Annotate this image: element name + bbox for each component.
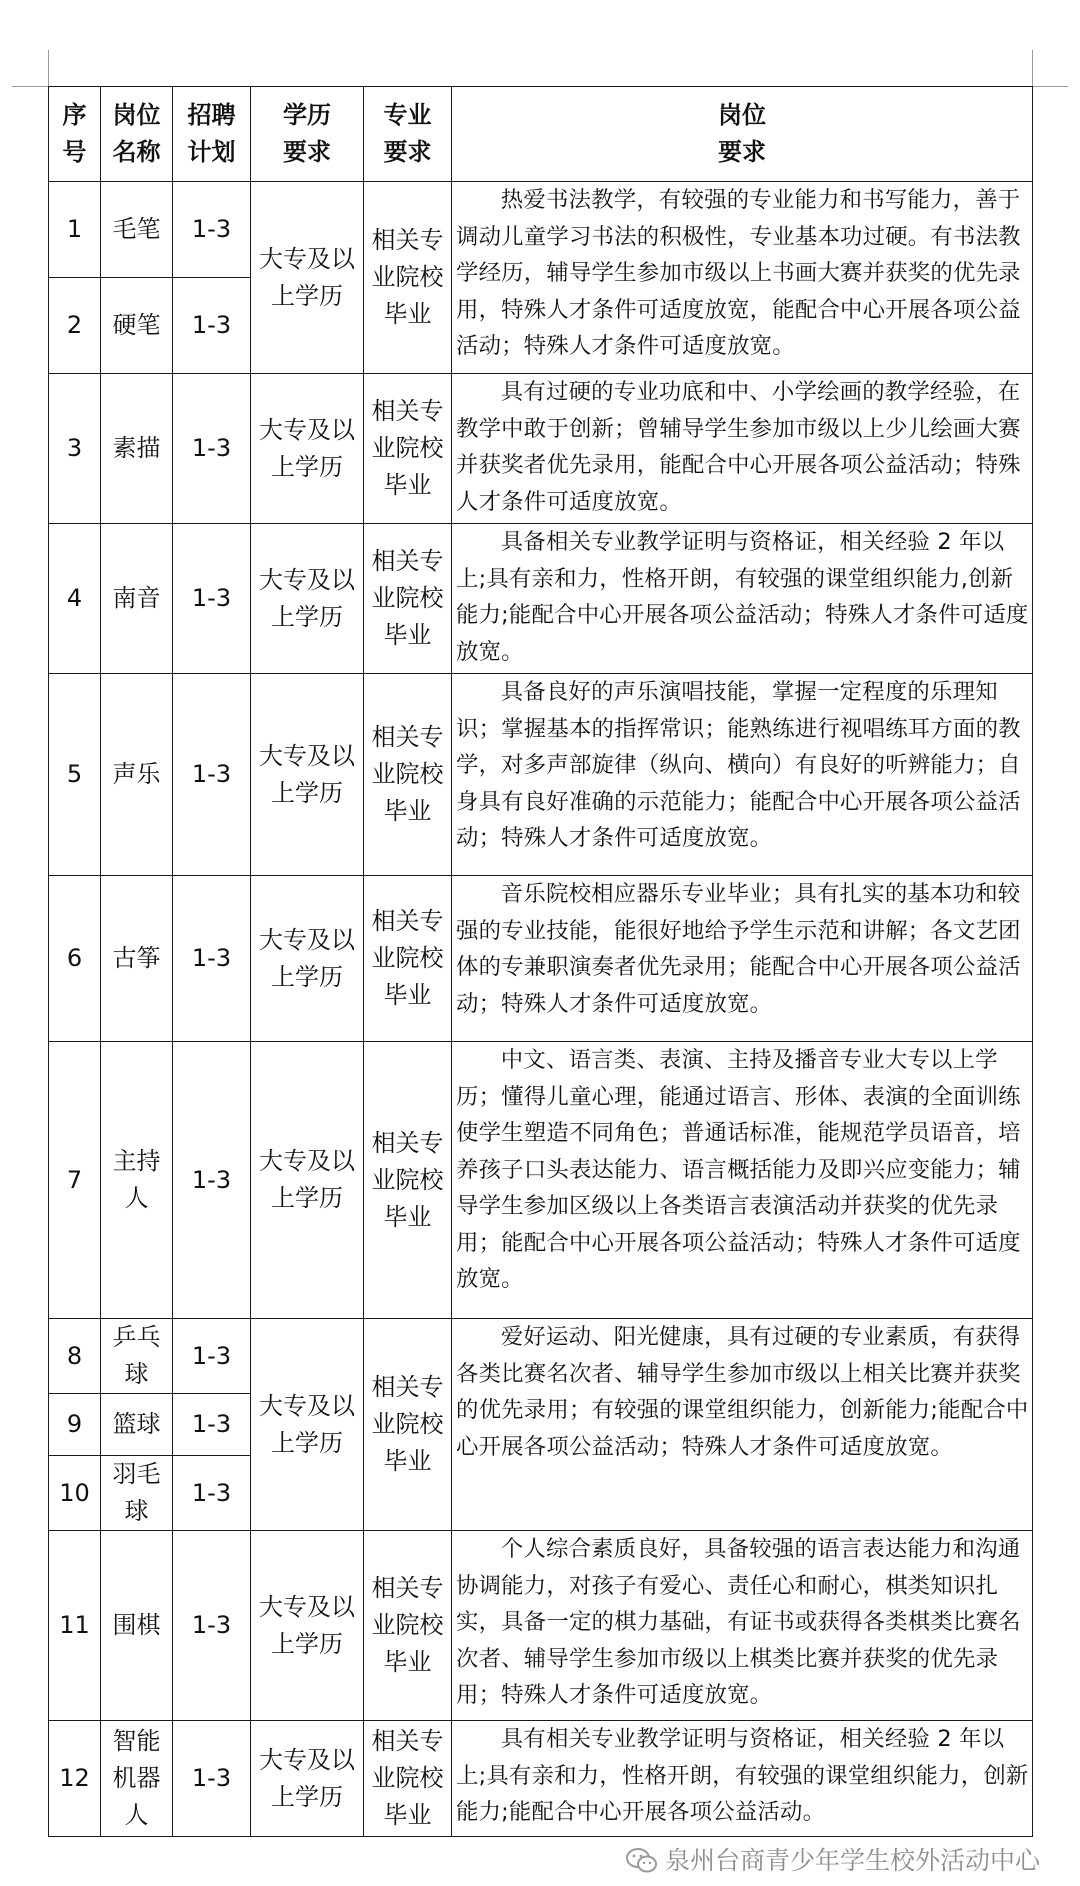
requirements-text: 具有过硬的专业功底和中、小学绘画的教学经验，在教学中敢于创新；曾辅导学生参加市级以上少儿绘画大赛并获奖者优先录用，能配合中心开展各项公益活动；特殊人才条件可适度放宽。 (456, 379, 1021, 515)
row-seq: 4 (49, 524, 101, 674)
row-education: 大专及以 上学历 (251, 374, 364, 524)
row-major: 相关专 业院校 毕业 (364, 1319, 452, 1531)
wechat-account-watermark (625, 1846, 1040, 1876)
row-major: 相关专 业院校 毕业 (364, 182, 452, 374)
row-seq: 7 (49, 1042, 101, 1319)
row-requirements (452, 1319, 1033, 1531)
row-plan: 1-3 (173, 1721, 251, 1837)
row-plan: 1-3 (173, 1531, 251, 1721)
recruitment-table (48, 86, 1033, 1837)
row-post-name: 智能 机器人 (101, 1721, 173, 1837)
table-row (49, 524, 1033, 674)
row-major: 相关专 业院校 毕业 (364, 876, 452, 1042)
row-requirements (452, 1721, 1033, 1837)
row-seq: 2 (49, 278, 101, 374)
row-requirements (452, 1042, 1033, 1319)
header-requirements: 岗位 要求 (452, 87, 1033, 182)
requirements-text: 热爱书法教学，有较强的专业能力和书写能力，善于调动儿童学习书法的积极性，专业基本功过硬。有书法教学经历，辅导学生参加市级以上书画大赛并获奖的优先录用，特殊人才条件可适度放宽，能配合中心开展各项公益活动；特殊人才条件可适度放宽。 (456, 187, 1021, 359)
requirements-text: 具备相关专业教学证明与资格证，相关经验 2 年以上;具有亲和力，性格开朗，有较强的课堂组织能力,创新能力;能配合中心开展各项公益活动；特殊人才条件可适度放宽。 (456, 529, 1029, 665)
row-education: 大专及以 上学历 (251, 524, 364, 674)
table-row (49, 1319, 1033, 1394)
row-plan: 1-3 (173, 374, 251, 524)
requirements-text: 爱好运动、阳光健康，具有过硬的专业素质，有获得各类比赛名次者、辅导学生参加市级以上相关比赛并获奖的优先录用；有较强的课堂组织能力，创新能力;能配合中心开展各项公益活动；特殊人才条件可适度放宽。 (456, 1324, 1029, 1460)
row-requirements (452, 674, 1033, 876)
header-seq: 序 号 (49, 87, 101, 182)
table-row (49, 876, 1033, 1042)
row-major: 相关专 业院校 毕业 (364, 674, 452, 876)
header-education: 学历 要求 (251, 87, 364, 182)
margin-guide-top (12, 86, 48, 87)
requirements-text: 中文、语言类、表演、主持及播音专业大专以上学历；懂得儿童心理，能通过语言、形体、表演的全面训练使学生塑造不同角色；普通话标准，能规范学员语音，培养孩子口头表达能力、语言概括能力及即兴应变能力；辅导学生参加区级以上各类语言表演活动并获奖的优先录用；能配合中心开展各项公益活动；特殊人才条件可适度放宽。 (456, 1047, 1021, 1292)
row-major: 相关专 业院校 毕业 (364, 524, 452, 674)
row-major: 相关专 业院校 毕业 (364, 1531, 452, 1721)
table-row (49, 1721, 1033, 1837)
row-requirements (452, 524, 1033, 674)
account-name: 泉州台商青少年学生校外活动中心 (664, 1846, 1040, 1875)
requirements-text: 具有相关专业教学证明与资格证，相关经验 2 年以上;具有亲和力，性格开朗，有较强的课堂组织能力，创新能力;能配合中心开展各项公益活动。 (456, 1726, 1029, 1825)
requirements-text: 个人综合素质良好，具备较强的语言表达能力和沟通协调能力，对孩子有爱心、责任心和耐心，棋类知识扎实，具备一定的棋力基础，有证书或获得各类棋类比赛名次者、辅导学生参加市级以上棋类比赛并获奖的优先录用；特殊人才条件可适度放宽。 (456, 1536, 1021, 1708)
row-post-name: 素描 (101, 374, 173, 524)
row-plan: 1-3 (173, 1042, 251, 1319)
row-post-name: 羽毛球 (101, 1456, 173, 1531)
header-plan: 招聘 计划 (173, 87, 251, 182)
row-plan: 1-3 (173, 1456, 251, 1531)
row-seq: 5 (49, 674, 101, 876)
row-education: 大专及以 上学历 (251, 1319, 364, 1531)
row-post-name: 古筝 (101, 876, 173, 1042)
row-seq: 12 (49, 1721, 101, 1837)
row-requirements (452, 374, 1033, 524)
row-requirements (452, 182, 1033, 374)
row-post-name: 围棋 (101, 1531, 173, 1721)
table-row (49, 1531, 1033, 1721)
requirements-text: 具备良好的声乐演唱技能，掌握一定程度的乐理知识；掌握基本的指挥常识；能熟练进行视唱练耳方面的教学，对多声部旋律（纵向、横向）有良好的听辨能力；自身具有良好准确的示范能力；能配合中心开展各项公益活动；特殊人才条件可适度放宽。 (456, 679, 1021, 851)
row-post-name: 主持人 (101, 1042, 173, 1319)
row-seq: 8 (49, 1319, 101, 1394)
row-plan: 1-3 (173, 674, 251, 876)
table-row (49, 1042, 1033, 1319)
row-post-name: 声乐 (101, 674, 173, 876)
row-major: 相关专 业院校 毕业 (364, 1721, 452, 1837)
requirements-text: 音乐院校相应器乐专业毕业；具有扎实的基本功和较强的专业技能，能很好地给予学生示范和讲解；各文艺团体的专兼职演奏者优先录用；能配合中心开展各项公益活动；特殊人才条件可适度放宽。 (456, 881, 1021, 1017)
row-major: 相关专 业院校 毕业 (364, 1042, 452, 1319)
row-seq: 10 (49, 1456, 101, 1531)
margin-guide-top-right (1032, 86, 1068, 87)
row-education: 大专及以 上学历 (251, 1721, 364, 1837)
row-requirements (452, 1531, 1033, 1721)
row-requirements (452, 876, 1033, 1042)
row-education: 大专及以 上学历 (251, 876, 364, 1042)
row-plan: 1-3 (173, 524, 251, 674)
row-plan: 1-3 (173, 1319, 251, 1394)
table-row (49, 182, 1033, 278)
table-row (49, 374, 1033, 524)
row-education: 大专及以 上学历 (251, 1042, 364, 1319)
row-post-name: 硬笔 (101, 278, 173, 374)
row-plan: 1-3 (173, 278, 251, 374)
row-education: 大专及以 上学历 (251, 182, 364, 374)
row-post-name: 乒乓球 (101, 1319, 173, 1394)
row-major: 相关专 业院校 毕业 (364, 374, 452, 524)
header-major: 专业 要求 (364, 87, 452, 182)
row-seq: 11 (49, 1531, 101, 1721)
row-post-name: 篮球 (101, 1394, 173, 1456)
row-seq: 1 (49, 182, 101, 278)
row-seq: 3 (49, 374, 101, 524)
row-seq: 6 (49, 876, 101, 1042)
margin-guide-left (48, 50, 49, 86)
row-plan: 1-3 (173, 876, 251, 1042)
table-header-row (49, 87, 1033, 182)
header-post-name: 岗位 名称 (101, 87, 173, 182)
wechat-icon (625, 1847, 659, 1875)
margin-guide-right (1032, 50, 1033, 86)
row-education: 大专及以 上学历 (251, 1531, 364, 1721)
row-education: 大专及以 上学历 (251, 674, 364, 876)
row-seq: 9 (49, 1394, 101, 1456)
row-plan: 1-3 (173, 1394, 251, 1456)
row-post-name: 毛笔 (101, 182, 173, 278)
row-post-name: 南音 (101, 524, 173, 674)
row-plan: 1-3 (173, 182, 251, 278)
table-row (49, 674, 1033, 876)
